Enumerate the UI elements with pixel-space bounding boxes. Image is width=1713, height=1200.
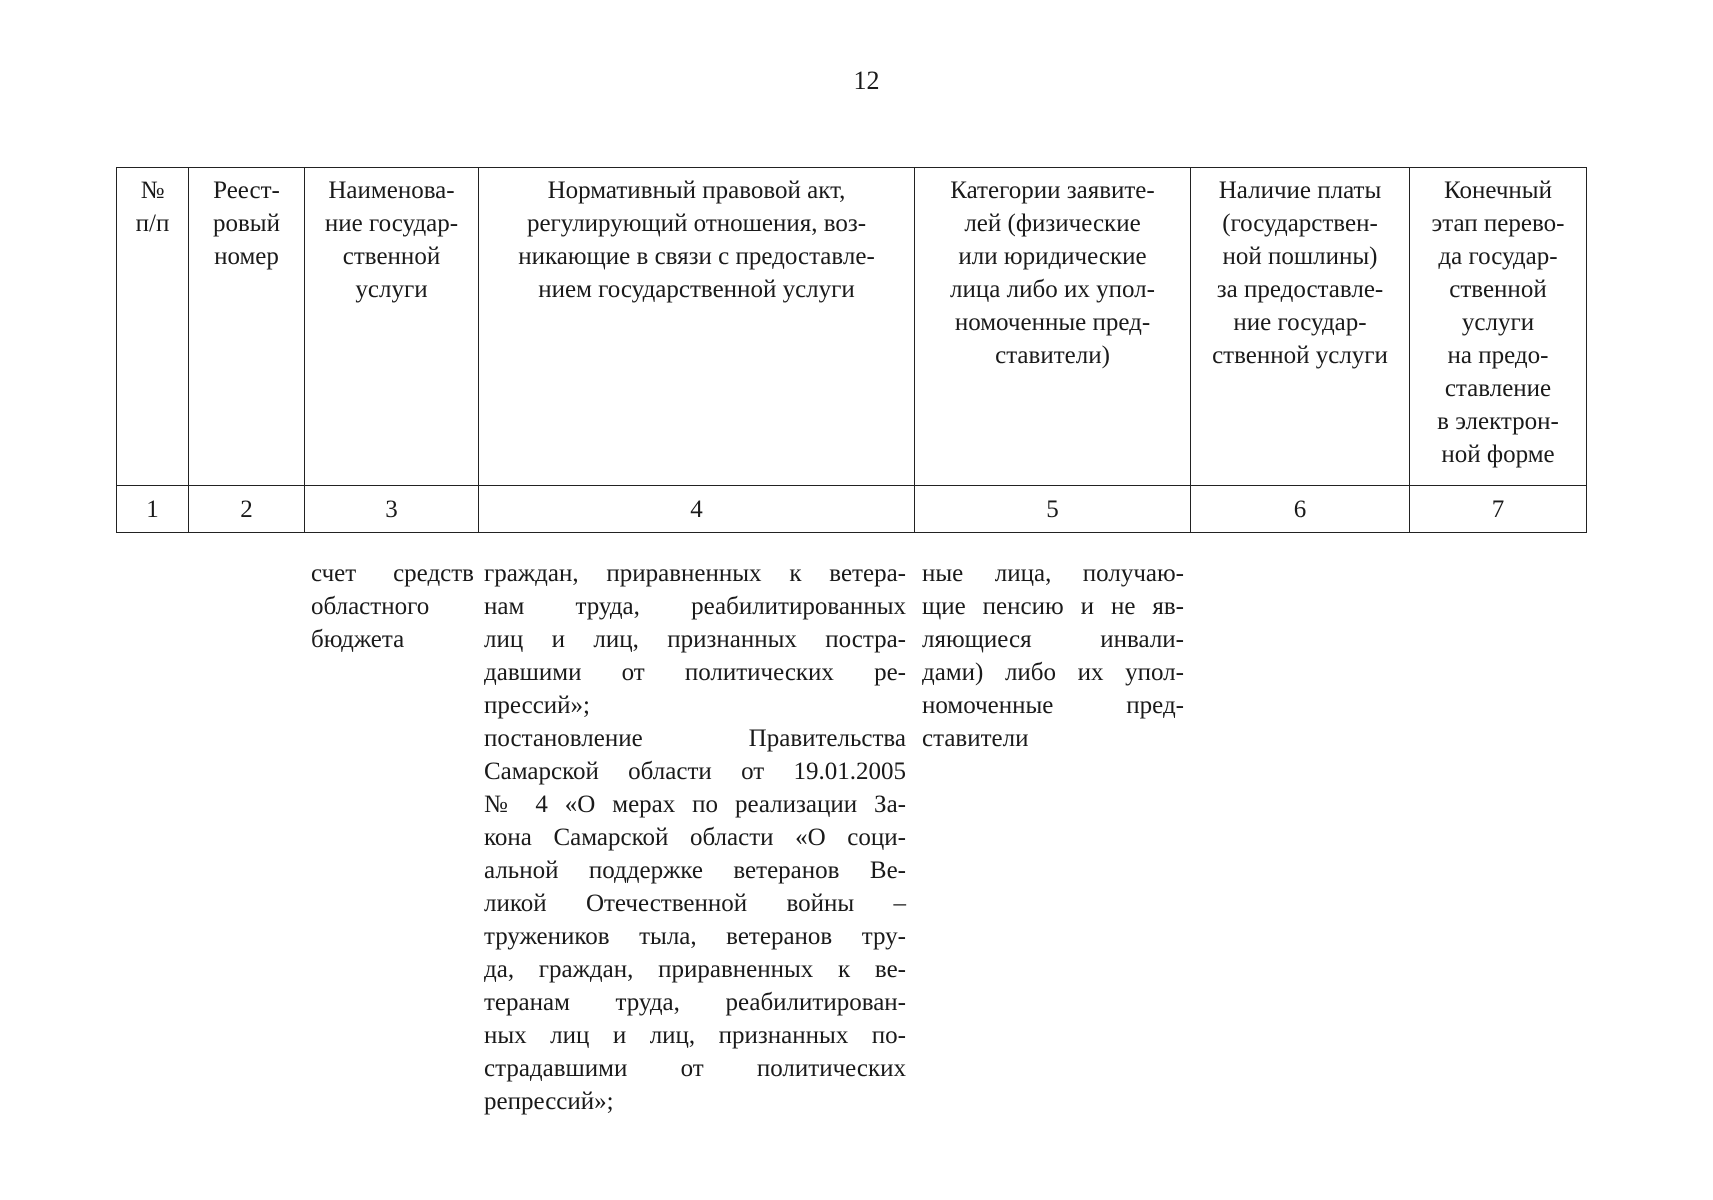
text-line: дами) либо их упол-	[922, 659, 1184, 686]
text-line: ных лиц и лиц, признанных по-	[484, 1022, 906, 1049]
header-line: этап перево-	[1431, 210, 1565, 237]
text-line: постановление Правительства	[484, 725, 906, 752]
text-line: граждан, приравненных к ветера-	[484, 560, 906, 587]
header-line: на предо-	[1447, 342, 1549, 369]
header-line: ной форме	[1441, 441, 1555, 468]
text-line: ликой Отечественной войны –	[484, 890, 906, 917]
text-line: ляющиеся инвали-	[922, 626, 1184, 653]
text-line: страдавшими от политических	[484, 1055, 906, 1082]
header-line: Категории заявите-	[950, 177, 1155, 204]
header-line: Наличие платы	[1218, 177, 1382, 204]
text-line: нам труда, реабилитированных	[484, 593, 906, 620]
continuation-col5-applicants	[922, 557, 1184, 755]
header-line: ственной услуги	[1212, 342, 1388, 369]
header-line: Нормативный правовой акт,	[547, 177, 846, 204]
registry-table	[116, 167, 1587, 533]
column-number: 6	[1191, 486, 1410, 533]
header-line: нием государственной услуги	[538, 276, 855, 303]
header-line: (государствен-	[1222, 210, 1378, 237]
text-line: тружеников тыла, ветеранов тру-	[484, 923, 906, 950]
header-line: ние государ-	[324, 210, 459, 237]
header-line: в электрон-	[1437, 408, 1559, 435]
page-number: 12	[853, 66, 880, 95]
header-col-5	[915, 168, 1191, 486]
header-line: ставители)	[995, 342, 1110, 369]
header-line: №	[140, 177, 165, 204]
text-line: репрессий»;	[484, 1088, 614, 1115]
text-line: да, граждан, приравненных к ве-	[484, 956, 906, 983]
column-number: 1	[117, 486, 189, 533]
header-line: п/п	[135, 210, 170, 237]
text-line: кона Самарской области «О соци-	[484, 824, 906, 851]
text-line: теранам труда, реабилитирован-	[484, 989, 906, 1016]
header-col-1	[117, 168, 189, 486]
header-line: ставление	[1444, 375, 1552, 402]
header-col-2	[189, 168, 305, 486]
column-number: 2	[189, 486, 305, 533]
header-line: за предоставле-	[1216, 276, 1384, 303]
column-number: 4	[479, 486, 915, 533]
text-line: номоченные пред-	[922, 692, 1184, 719]
continuation-col3-funding	[311, 557, 474, 656]
header-line: ровый	[213, 210, 280, 237]
text-line: давшими от политических ре-	[484, 659, 906, 686]
header-line: ние государ-	[1233, 309, 1367, 336]
header-col-7	[1410, 168, 1587, 486]
header-line: услуги	[1461, 309, 1535, 336]
header-line: да государ-	[1438, 243, 1558, 270]
continuation-col4-legal-acts	[484, 557, 906, 1118]
text-line: № 4 «О мерах по реализации За-	[484, 791, 906, 818]
text-line: Самарской области от 19.01.2005	[484, 758, 906, 785]
header-line: никающие в связи с предоставле-	[518, 243, 875, 270]
header-col-3	[305, 168, 479, 486]
text-line: прессий»;	[484, 692, 590, 719]
column-number-row	[117, 486, 1587, 533]
text-line: счет средств	[311, 560, 474, 587]
header-line: Наименова-	[328, 177, 455, 204]
header-line: ственной	[342, 243, 441, 270]
header-line: Конечный	[1444, 177, 1552, 204]
text-line: щие пенсию и не яв-	[922, 593, 1184, 620]
header-line: номер	[214, 243, 279, 270]
header-line: ственной	[1449, 276, 1547, 303]
column-number: 7	[1410, 486, 1587, 533]
header-col-6	[1191, 168, 1410, 486]
column-number: 3	[305, 486, 479, 533]
header-row	[117, 168, 1587, 486]
text-line: областного	[311, 593, 430, 620]
text-line: ставители	[922, 725, 1029, 752]
header-line: услуги	[355, 276, 428, 303]
header-line: ной пошлины)	[1222, 243, 1378, 270]
column-number: 5	[915, 486, 1191, 533]
text-line: ные лица, получаю-	[922, 560, 1184, 587]
text-line: альной поддержке ветеранов Ве-	[484, 857, 906, 884]
header-line: регулирующий отношения, воз-	[526, 210, 867, 237]
header-line: Реест-	[213, 177, 280, 204]
header-line: или юридические	[958, 243, 1147, 270]
header-line: номоченные пред-	[954, 309, 1151, 336]
header-line: лей (физические	[964, 210, 1141, 237]
text-line: бюджета	[311, 626, 405, 653]
header-line: лица либо их упол-	[950, 276, 1155, 303]
header-col-4	[479, 168, 915, 486]
text-line: лиц и лиц, признанных постра-	[484, 626, 906, 653]
